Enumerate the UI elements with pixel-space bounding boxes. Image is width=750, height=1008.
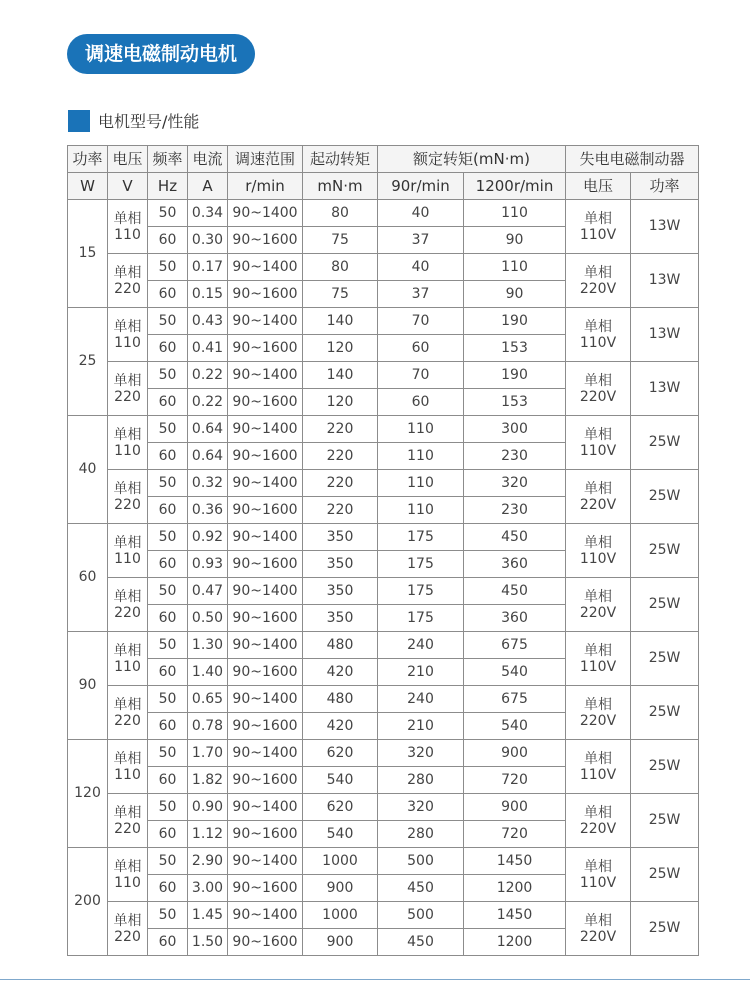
speed-range-cell: 90~1600 <box>228 767 303 794</box>
speed-range-cell: 90~1400 <box>228 416 303 443</box>
rated-torque-1200-cell: 90 <box>464 227 566 254</box>
current-cell: 1.30 <box>188 632 228 659</box>
rated-torque-1200-cell: 540 <box>464 713 566 740</box>
speed-range-cell: 90~1400 <box>228 254 303 281</box>
speed-range-cell: 90~1600 <box>228 551 303 578</box>
current-cell: 1.12 <box>188 821 228 848</box>
voltage-cell: 单相 220 <box>108 362 148 416</box>
header-start-torque: 起动转矩 <box>303 146 378 173</box>
current-cell: 0.92 <box>188 524 228 551</box>
brake-power-cell: 25W <box>631 902 699 956</box>
header-brake: 失电电磁制动器 <box>566 146 699 173</box>
power-cell: 15 <box>68 200 108 308</box>
voltage-cell: 单相 220 <box>108 902 148 956</box>
rated-torque-1200-cell: 90 <box>464 281 566 308</box>
rated-torque-90-cell: 320 <box>378 740 464 767</box>
current-cell: 1.45 <box>188 902 228 929</box>
start-torque-cell: 1000 <box>303 902 378 929</box>
frequency-cell: 50 <box>148 794 188 821</box>
brake-power-cell: 13W <box>631 362 699 416</box>
brake-power-cell: 25W <box>631 740 699 794</box>
start-torque-cell: 350 <box>303 524 378 551</box>
brake-power-cell: 25W <box>631 416 699 470</box>
start-torque-cell: 350 <box>303 605 378 632</box>
rated-torque-1200-cell: 450 <box>464 578 566 605</box>
brake-voltage-cell: 单相 220V <box>566 362 631 416</box>
table-row <box>68 362 699 389</box>
start-torque-cell: 80 <box>303 200 378 227</box>
power-cell: 90 <box>68 632 108 740</box>
brake-power-cell: 25W <box>631 794 699 848</box>
unit-voltage: V <box>108 173 148 200</box>
start-torque-cell: 1000 <box>303 848 378 875</box>
header-speed-range: 调速范围 <box>228 146 303 173</box>
frequency-cell: 50 <box>148 308 188 335</box>
speed-range-cell: 90~1400 <box>228 848 303 875</box>
rated-torque-90-cell: 110 <box>378 497 464 524</box>
rated-torque-1200-cell: 300 <box>464 416 566 443</box>
frequency-cell: 60 <box>148 335 188 362</box>
start-torque-cell: 220 <box>303 443 378 470</box>
voltage-cell: 单相 110 <box>108 200 148 254</box>
start-torque-cell: 420 <box>303 659 378 686</box>
start-torque-cell: 220 <box>303 470 378 497</box>
current-cell: 2.90 <box>188 848 228 875</box>
voltage-cell: 单相 110 <box>108 848 148 902</box>
rated-torque-90-cell: 280 <box>378 821 464 848</box>
brake-power-cell: 25W <box>631 578 699 632</box>
header-frequency: 频率 <box>148 146 188 173</box>
rated-torque-1200-cell: 110 <box>464 254 566 281</box>
rated-torque-90-cell: 60 <box>378 335 464 362</box>
voltage-cell: 单相 110 <box>108 740 148 794</box>
current-cell: 0.15 <box>188 281 228 308</box>
rated-torque-1200-cell: 153 <box>464 335 566 362</box>
unit-frequency: Hz <box>148 173 188 200</box>
rated-torque-1200-cell: 360 <box>464 551 566 578</box>
brake-power-cell: 13W <box>631 200 699 254</box>
speed-range-cell: 90~1400 <box>228 902 303 929</box>
brake-power-cell: 13W <box>631 308 699 362</box>
frequency-cell: 60 <box>148 497 188 524</box>
start-torque-cell: 620 <box>303 794 378 821</box>
current-cell: 0.32 <box>188 470 228 497</box>
frequency-cell: 60 <box>148 227 188 254</box>
frequency-cell: 50 <box>148 416 188 443</box>
table-body <box>68 200 699 956</box>
voltage-cell: 单相 110 <box>108 308 148 362</box>
rated-torque-1200-cell: 900 <box>464 794 566 821</box>
frequency-cell: 60 <box>148 389 188 416</box>
speed-range-cell: 90~1600 <box>228 389 303 416</box>
start-torque-cell: 620 <box>303 740 378 767</box>
frequency-cell: 60 <box>148 767 188 794</box>
voltage-cell: 单相 110 <box>108 416 148 470</box>
brake-voltage-cell: 单相 110V <box>566 848 631 902</box>
voltage-cell: 单相 220 <box>108 470 148 524</box>
start-torque-cell: 350 <box>303 578 378 605</box>
brake-voltage-cell: 单相 110V <box>566 416 631 470</box>
rated-torque-90-cell: 70 <box>378 362 464 389</box>
speed-range-cell: 90~1400 <box>228 524 303 551</box>
brake-voltage-cell: 单相 110V <box>566 632 631 686</box>
voltage-cell: 单相 220 <box>108 254 148 308</box>
brake-voltage-cell: 单相 220V <box>566 794 631 848</box>
rated-torque-90-cell: 175 <box>378 551 464 578</box>
start-torque-cell: 120 <box>303 335 378 362</box>
unit-power: W <box>68 173 108 200</box>
frequency-cell: 50 <box>148 200 188 227</box>
table-row <box>68 740 699 767</box>
speed-range-cell: 90~1400 <box>228 200 303 227</box>
rated-torque-1200-cell: 1200 <box>464 875 566 902</box>
frequency-cell: 50 <box>148 848 188 875</box>
rated-torque-90-cell: 500 <box>378 902 464 929</box>
rated-torque-90-cell: 110 <box>378 416 464 443</box>
table-row <box>68 848 699 875</box>
unit-speed-range: r/min <box>228 173 303 200</box>
frequency-cell: 60 <box>148 443 188 470</box>
table-row <box>68 308 699 335</box>
brake-power-cell: 25W <box>631 686 699 740</box>
rated-torque-1200-cell: 230 <box>464 497 566 524</box>
section-title: 电机型号/性能 <box>98 112 200 131</box>
bottom-divider <box>0 979 750 980</box>
rated-torque-1200-cell: 190 <box>464 308 566 335</box>
speed-range-cell: 90~1600 <box>228 227 303 254</box>
start-torque-cell: 540 <box>303 767 378 794</box>
speed-range-cell: 90~1600 <box>228 335 303 362</box>
start-torque-cell: 80 <box>303 254 378 281</box>
rated-torque-90-cell: 40 <box>378 254 464 281</box>
current-cell: 1.50 <box>188 929 228 956</box>
rated-torque-90-cell: 210 <box>378 659 464 686</box>
current-cell: 0.93 <box>188 551 228 578</box>
current-cell: 1.70 <box>188 740 228 767</box>
frequency-cell: 50 <box>148 254 188 281</box>
frequency-cell: 60 <box>148 281 188 308</box>
header-rated-torque: 额定转矩(mN·m) <box>378 146 566 173</box>
current-cell: 0.43 <box>188 308 228 335</box>
rated-torque-1200-cell: 675 <box>464 632 566 659</box>
frequency-cell: 50 <box>148 686 188 713</box>
table-row <box>68 524 699 551</box>
brake-voltage-cell: 单相 220V <box>566 686 631 740</box>
brake-voltage-cell: 单相 220V <box>566 470 631 524</box>
rated-torque-90-cell: 70 <box>378 308 464 335</box>
rated-torque-90-cell: 450 <box>378 929 464 956</box>
frequency-cell: 60 <box>148 929 188 956</box>
current-cell: 0.78 <box>188 713 228 740</box>
current-cell: 1.82 <box>188 767 228 794</box>
brake-voltage-cell: 单相 220V <box>566 578 631 632</box>
frequency-cell: 50 <box>148 902 188 929</box>
table-row <box>68 470 699 497</box>
frequency-cell: 60 <box>148 659 188 686</box>
start-torque-cell: 540 <box>303 821 378 848</box>
brake-voltage-cell: 单相 220V <box>566 254 631 308</box>
frequency-cell: 50 <box>148 740 188 767</box>
unit-start-torque: mN·m <box>303 173 378 200</box>
current-cell: 0.64 <box>188 416 228 443</box>
rated-torque-1200-cell: 230 <box>464 443 566 470</box>
rated-torque-90-cell: 37 <box>378 281 464 308</box>
header-power: 功率 <box>68 146 108 173</box>
current-cell: 0.34 <box>188 200 228 227</box>
rated-torque-90-cell: 175 <box>378 524 464 551</box>
rated-torque-1200-cell: 360 <box>464 605 566 632</box>
frequency-cell: 60 <box>148 605 188 632</box>
power-cell: 60 <box>68 524 108 632</box>
current-cell: 0.41 <box>188 335 228 362</box>
frequency-cell: 50 <box>148 578 188 605</box>
rated-torque-90-cell: 450 <box>378 875 464 902</box>
frequency-cell: 60 <box>148 821 188 848</box>
power-cell: 200 <box>68 848 108 956</box>
brake-power-cell: 25W <box>631 524 699 578</box>
frequency-cell: 50 <box>148 632 188 659</box>
brake-power-cell: 25W <box>631 470 699 524</box>
spec-table <box>67 145 699 956</box>
table-row <box>68 578 699 605</box>
start-torque-cell: 900 <box>303 929 378 956</box>
power-cell: 25 <box>68 308 108 416</box>
brake-voltage-cell: 单相 110V <box>566 524 631 578</box>
brake-voltage-cell: 单相 110V <box>566 740 631 794</box>
frequency-cell: 50 <box>148 470 188 497</box>
start-torque-cell: 900 <box>303 875 378 902</box>
start-torque-cell: 220 <box>303 416 378 443</box>
current-cell: 0.17 <box>188 254 228 281</box>
rated-torque-1200-cell: 1450 <box>464 848 566 875</box>
table-row <box>68 632 699 659</box>
current-cell: 0.36 <box>188 497 228 524</box>
rated-torque-90-cell: 175 <box>378 578 464 605</box>
start-torque-cell: 140 <box>303 308 378 335</box>
rated-torque-90-cell: 37 <box>378 227 464 254</box>
current-cell: 3.00 <box>188 875 228 902</box>
header-brake-power: 功率 <box>631 173 699 200</box>
current-cell: 0.22 <box>188 389 228 416</box>
header-rated-90: 90r/min <box>378 173 464 200</box>
current-cell: 0.64 <box>188 443 228 470</box>
rated-torque-90-cell: 210 <box>378 713 464 740</box>
current-cell: 0.22 <box>188 362 228 389</box>
rated-torque-90-cell: 280 <box>378 767 464 794</box>
rated-torque-90-cell: 320 <box>378 794 464 821</box>
voltage-cell: 单相 220 <box>108 794 148 848</box>
table-row <box>68 686 699 713</box>
speed-range-cell: 90~1400 <box>228 794 303 821</box>
current-cell: 0.90 <box>188 794 228 821</box>
table-row <box>68 902 699 929</box>
speed-range-cell: 90~1400 <box>228 470 303 497</box>
rated-torque-90-cell: 40 <box>378 200 464 227</box>
speed-range-cell: 90~1600 <box>228 713 303 740</box>
current-cell: 0.65 <box>188 686 228 713</box>
frequency-cell: 60 <box>148 713 188 740</box>
header-brake-voltage: 电压 <box>566 173 631 200</box>
speed-range-cell: 90~1400 <box>228 740 303 767</box>
start-torque-cell: 120 <box>303 389 378 416</box>
unit-current: A <box>188 173 228 200</box>
speed-range-cell: 90~1600 <box>228 443 303 470</box>
rated-torque-1200-cell: 110 <box>464 200 566 227</box>
section-marker <box>68 110 90 132</box>
power-cell: 40 <box>68 416 108 524</box>
table-row <box>68 254 699 281</box>
rated-torque-1200-cell: 450 <box>464 524 566 551</box>
brake-power-cell: 25W <box>631 848 699 902</box>
start-torque-cell: 75 <box>303 227 378 254</box>
brake-voltage-cell: 单相 110V <box>566 200 631 254</box>
frequency-cell: 60 <box>148 875 188 902</box>
start-torque-cell: 350 <box>303 551 378 578</box>
start-torque-cell: 75 <box>303 281 378 308</box>
speed-range-cell: 90~1600 <box>228 821 303 848</box>
section-heading <box>68 109 199 132</box>
speed-range-cell: 90~1400 <box>228 578 303 605</box>
speed-range-cell: 90~1600 <box>228 605 303 632</box>
rated-torque-90-cell: 110 <box>378 443 464 470</box>
speed-range-cell: 90~1600 <box>228 281 303 308</box>
rated-torque-90-cell: 240 <box>378 632 464 659</box>
header-rated-1200: 1200r/min <box>464 173 566 200</box>
header-current: 电流 <box>188 146 228 173</box>
rated-torque-90-cell: 175 <box>378 605 464 632</box>
voltage-cell: 单相 220 <box>108 686 148 740</box>
voltage-cell: 单相 110 <box>108 632 148 686</box>
rated-torque-1200-cell: 1200 <box>464 929 566 956</box>
speed-range-cell: 90~1600 <box>228 497 303 524</box>
brake-power-cell: 25W <box>631 632 699 686</box>
frequency-cell: 50 <box>148 362 188 389</box>
speed-range-cell: 90~1400 <box>228 632 303 659</box>
start-torque-cell: 220 <box>303 497 378 524</box>
voltage-cell: 单相 220 <box>108 578 148 632</box>
rated-torque-90-cell: 240 <box>378 686 464 713</box>
rated-torque-1200-cell: 720 <box>464 767 566 794</box>
start-torque-cell: 480 <box>303 686 378 713</box>
rated-torque-1200-cell: 1450 <box>464 902 566 929</box>
rated-torque-1200-cell: 320 <box>464 470 566 497</box>
header-voltage: 电压 <box>108 146 148 173</box>
rated-torque-1200-cell: 900 <box>464 740 566 767</box>
rated-torque-1200-cell: 675 <box>464 686 566 713</box>
start-torque-cell: 140 <box>303 362 378 389</box>
current-cell: 0.30 <box>188 227 228 254</box>
voltage-cell: 单相 110 <box>108 524 148 578</box>
rated-torque-90-cell: 500 <box>378 848 464 875</box>
power-cell: 120 <box>68 740 108 848</box>
table-row <box>68 416 699 443</box>
current-cell: 1.40 <box>188 659 228 686</box>
frequency-cell: 50 <box>148 524 188 551</box>
rated-torque-1200-cell: 720 <box>464 821 566 848</box>
frequency-cell: 60 <box>148 551 188 578</box>
speed-range-cell: 90~1600 <box>228 929 303 956</box>
speed-range-cell: 90~1400 <box>228 686 303 713</box>
table-row <box>68 794 699 821</box>
page-title: 调速电磁制动电机 <box>67 34 255 74</box>
rated-torque-1200-cell: 540 <box>464 659 566 686</box>
start-torque-cell: 480 <box>303 632 378 659</box>
brake-power-cell: 13W <box>631 254 699 308</box>
speed-range-cell: 90~1600 <box>228 659 303 686</box>
brake-voltage-cell: 单相 110V <box>566 308 631 362</box>
speed-range-cell: 90~1400 <box>228 308 303 335</box>
current-cell: 0.50 <box>188 605 228 632</box>
start-torque-cell: 420 <box>303 713 378 740</box>
rated-torque-90-cell: 60 <box>378 389 464 416</box>
current-cell: 0.47 <box>188 578 228 605</box>
speed-range-cell: 90~1400 <box>228 362 303 389</box>
rated-torque-90-cell: 110 <box>378 470 464 497</box>
rated-torque-1200-cell: 190 <box>464 362 566 389</box>
brake-voltage-cell: 单相 220V <box>566 902 631 956</box>
rated-torque-1200-cell: 153 <box>464 389 566 416</box>
speed-range-cell: 90~1600 <box>228 875 303 902</box>
table-row <box>68 200 699 227</box>
